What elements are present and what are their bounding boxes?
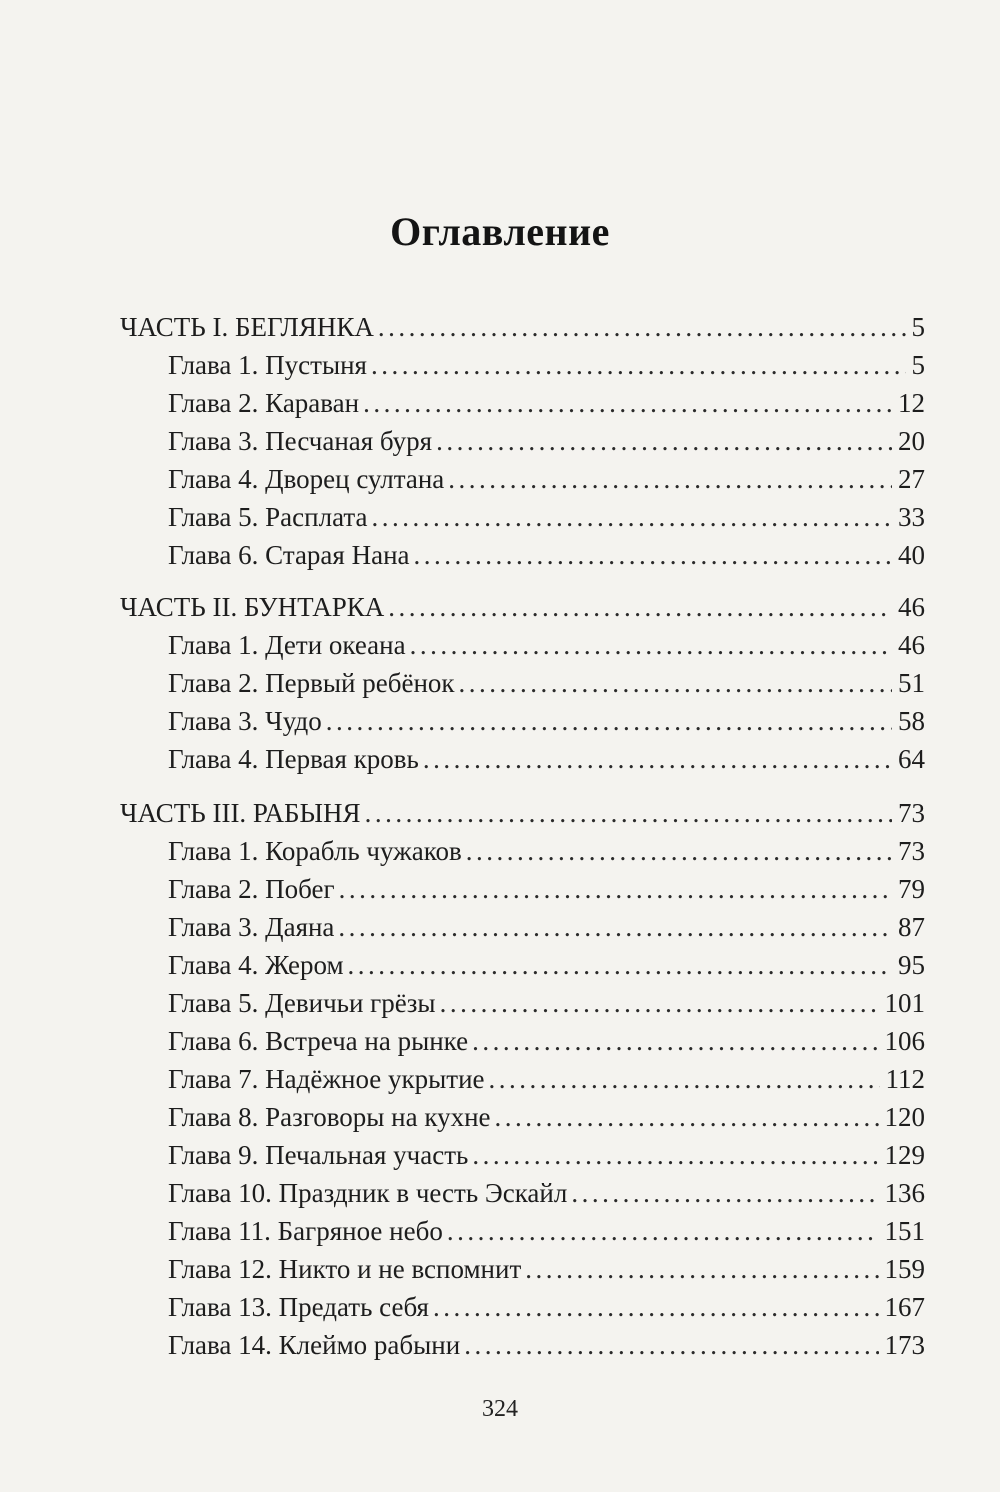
toc-chapter — [168, 1060, 925, 1098]
dot-leader — [472, 1136, 878, 1174]
toc-page-number: 40 — [898, 540, 925, 570]
toc-chapter-label: Глава 2. Первый ребёнок — [168, 668, 455, 698]
dot-leader — [339, 870, 892, 908]
toc-page-number: 79 — [898, 874, 925, 904]
toc-page-number: 101 — [884, 988, 925, 1018]
toc-page-number: 159 — [884, 1254, 925, 1284]
dot-leader — [414, 536, 893, 574]
toc-chapter-label: Глава 3. Песчаная буря — [168, 426, 433, 456]
dot-leader — [423, 740, 892, 778]
toc-page-number: 12 — [898, 388, 925, 418]
toc-chapter — [168, 422, 925, 460]
toc-chapter-label: Глава 4. Дворец султана — [168, 464, 445, 494]
toc-chapter — [168, 536, 925, 574]
toc-part-label: ЧАСТЬ II. БУНТАРКА — [120, 592, 385, 622]
toc-chapter-label: Глава 11. Багряное небо — [168, 1216, 443, 1246]
toc-page-number: 129 — [884, 1140, 925, 1170]
toc-chapter-label: Глава 13. Предать себя — [168, 1292, 429, 1322]
toc-page-number: 33 — [898, 502, 925, 532]
dot-leader — [489, 1060, 880, 1098]
dot-leader — [464, 1326, 878, 1364]
dot-leader — [388, 588, 892, 626]
toc-chapter-label: Глава 2. Побег — [168, 874, 335, 904]
toc-page-number: 73 — [898, 836, 925, 866]
toc-chapter — [168, 626, 925, 664]
toc-chapter — [168, 346, 925, 384]
dot-leader — [447, 1212, 879, 1250]
toc-chapter — [168, 946, 925, 984]
page-title: Оглавление — [390, 209, 610, 254]
dot-leader — [363, 384, 892, 422]
toc-page-number: 27 — [898, 464, 925, 494]
toc-chapter-label: Глава 1. Пустыня — [168, 350, 367, 380]
toc-chapter — [168, 1212, 925, 1250]
dot-leader — [371, 498, 892, 536]
toc-chapter — [168, 460, 925, 498]
toc-part-label: ЧАСТЬ I. БЕГЛЯНКА — [120, 312, 374, 342]
toc-chapter-label: Глава 4. Жером — [168, 950, 344, 980]
toc-part-label: ЧАСТЬ III. РАБЫНЯ — [120, 798, 361, 828]
toc-chapter-label: Глава 14. Клеймо рабыни — [168, 1330, 461, 1360]
toc-chapter-label: Глава 1. Дети океана — [168, 630, 406, 660]
toc-chapter-label: Глава 9. Печальная участь — [168, 1140, 469, 1170]
toc-page-number: 167 — [884, 1292, 925, 1322]
toc-page-number: 136 — [884, 1178, 925, 1208]
toc-chapter-label: Глава 4. Первая кровь — [168, 744, 419, 774]
dot-leader — [338, 908, 892, 946]
toc-chapter-label: Глава 6. Старая Нана — [168, 540, 410, 570]
toc-chapter — [168, 1288, 925, 1326]
dot-leader — [433, 1288, 879, 1326]
dot-leader — [348, 946, 892, 984]
toc-chapter — [168, 1098, 925, 1136]
dot-leader — [326, 702, 892, 740]
dot-leader — [525, 1250, 878, 1288]
toc-page-number: 112 — [885, 1064, 925, 1094]
toc-part-1 — [120, 308, 925, 346]
toc-page-number: 58 — [898, 706, 925, 736]
toc-chapter-label: Глава 12. Никто и не вспомнит — [168, 1254, 522, 1284]
toc-chapter-label: Глава 1. Корабль чужаков — [168, 836, 462, 866]
toc-part-3 — [120, 794, 925, 832]
toc-page-number: 87 — [898, 912, 925, 942]
toc-page-number: 46 — [898, 630, 925, 660]
toc-chapter — [168, 1136, 925, 1174]
toc-chapter — [168, 870, 925, 908]
toc-chapter — [168, 1022, 925, 1060]
toc-chapter — [168, 498, 925, 536]
toc-chapter-label: Глава 8. Разговоры на кухне — [168, 1102, 491, 1132]
toc-chapter — [168, 664, 925, 702]
dot-leader — [371, 346, 906, 384]
dot-leader — [472, 1022, 878, 1060]
dot-leader — [571, 1174, 878, 1212]
toc-chapter-label: Глава 3. Чудо — [168, 706, 322, 736]
toc-chapter-label: Глава 7. Надёжное укрытие — [168, 1064, 485, 1094]
toc-page-number: 46 — [898, 592, 925, 622]
toc-chapter — [168, 384, 925, 422]
toc-chapter-label: Глава 10. Праздник в честь Эскайл — [168, 1178, 568, 1208]
toc-chapter — [168, 1250, 925, 1288]
page-number-footer: 324 — [482, 1396, 518, 1422]
toc-page-number: 120 — [884, 1102, 925, 1132]
toc-page-number: 95 — [898, 950, 925, 980]
dot-leader — [459, 664, 892, 702]
toc-page-number: 173 — [884, 1330, 925, 1360]
toc-page-number: 5 — [911, 312, 925, 342]
toc-chapter — [168, 1174, 925, 1212]
toc-chapter — [168, 908, 925, 946]
dot-leader — [440, 984, 879, 1022]
toc-page-number: 151 — [884, 1216, 925, 1246]
toc-page-number: 51 — [898, 668, 925, 698]
toc-page-number: 64 — [898, 744, 925, 774]
toc-chapter-label: Глава 5. Расплата — [168, 502, 368, 532]
toc-chapter — [168, 702, 925, 740]
dot-leader — [495, 1098, 879, 1136]
dot-leader — [436, 422, 892, 460]
toc-chapter — [168, 1326, 925, 1364]
toc-chapter — [168, 740, 925, 778]
dot-leader — [448, 460, 892, 498]
dot-leader — [365, 794, 892, 832]
toc-page-number: 73 — [898, 798, 925, 828]
toc-chapter-label: Глава 5. Девичьи грёзы — [168, 988, 436, 1018]
toc-page-number: 20 — [898, 426, 925, 456]
toc-chapter-label: Глава 3. Даяна — [168, 912, 335, 942]
toc-chapter — [168, 984, 925, 1022]
dot-leader — [378, 308, 906, 346]
toc-chapter-label: Глава 2. Караван — [168, 388, 360, 418]
toc-chapter-label: Глава 6. Встреча на рынке — [168, 1026, 469, 1056]
dot-leader — [466, 832, 892, 870]
toc-chapter — [168, 832, 925, 870]
toc-page-number: 106 — [884, 1026, 925, 1056]
toc-part-2 — [120, 588, 925, 626]
dot-leader — [410, 626, 892, 664]
toc-page-number: 5 — [911, 350, 925, 380]
